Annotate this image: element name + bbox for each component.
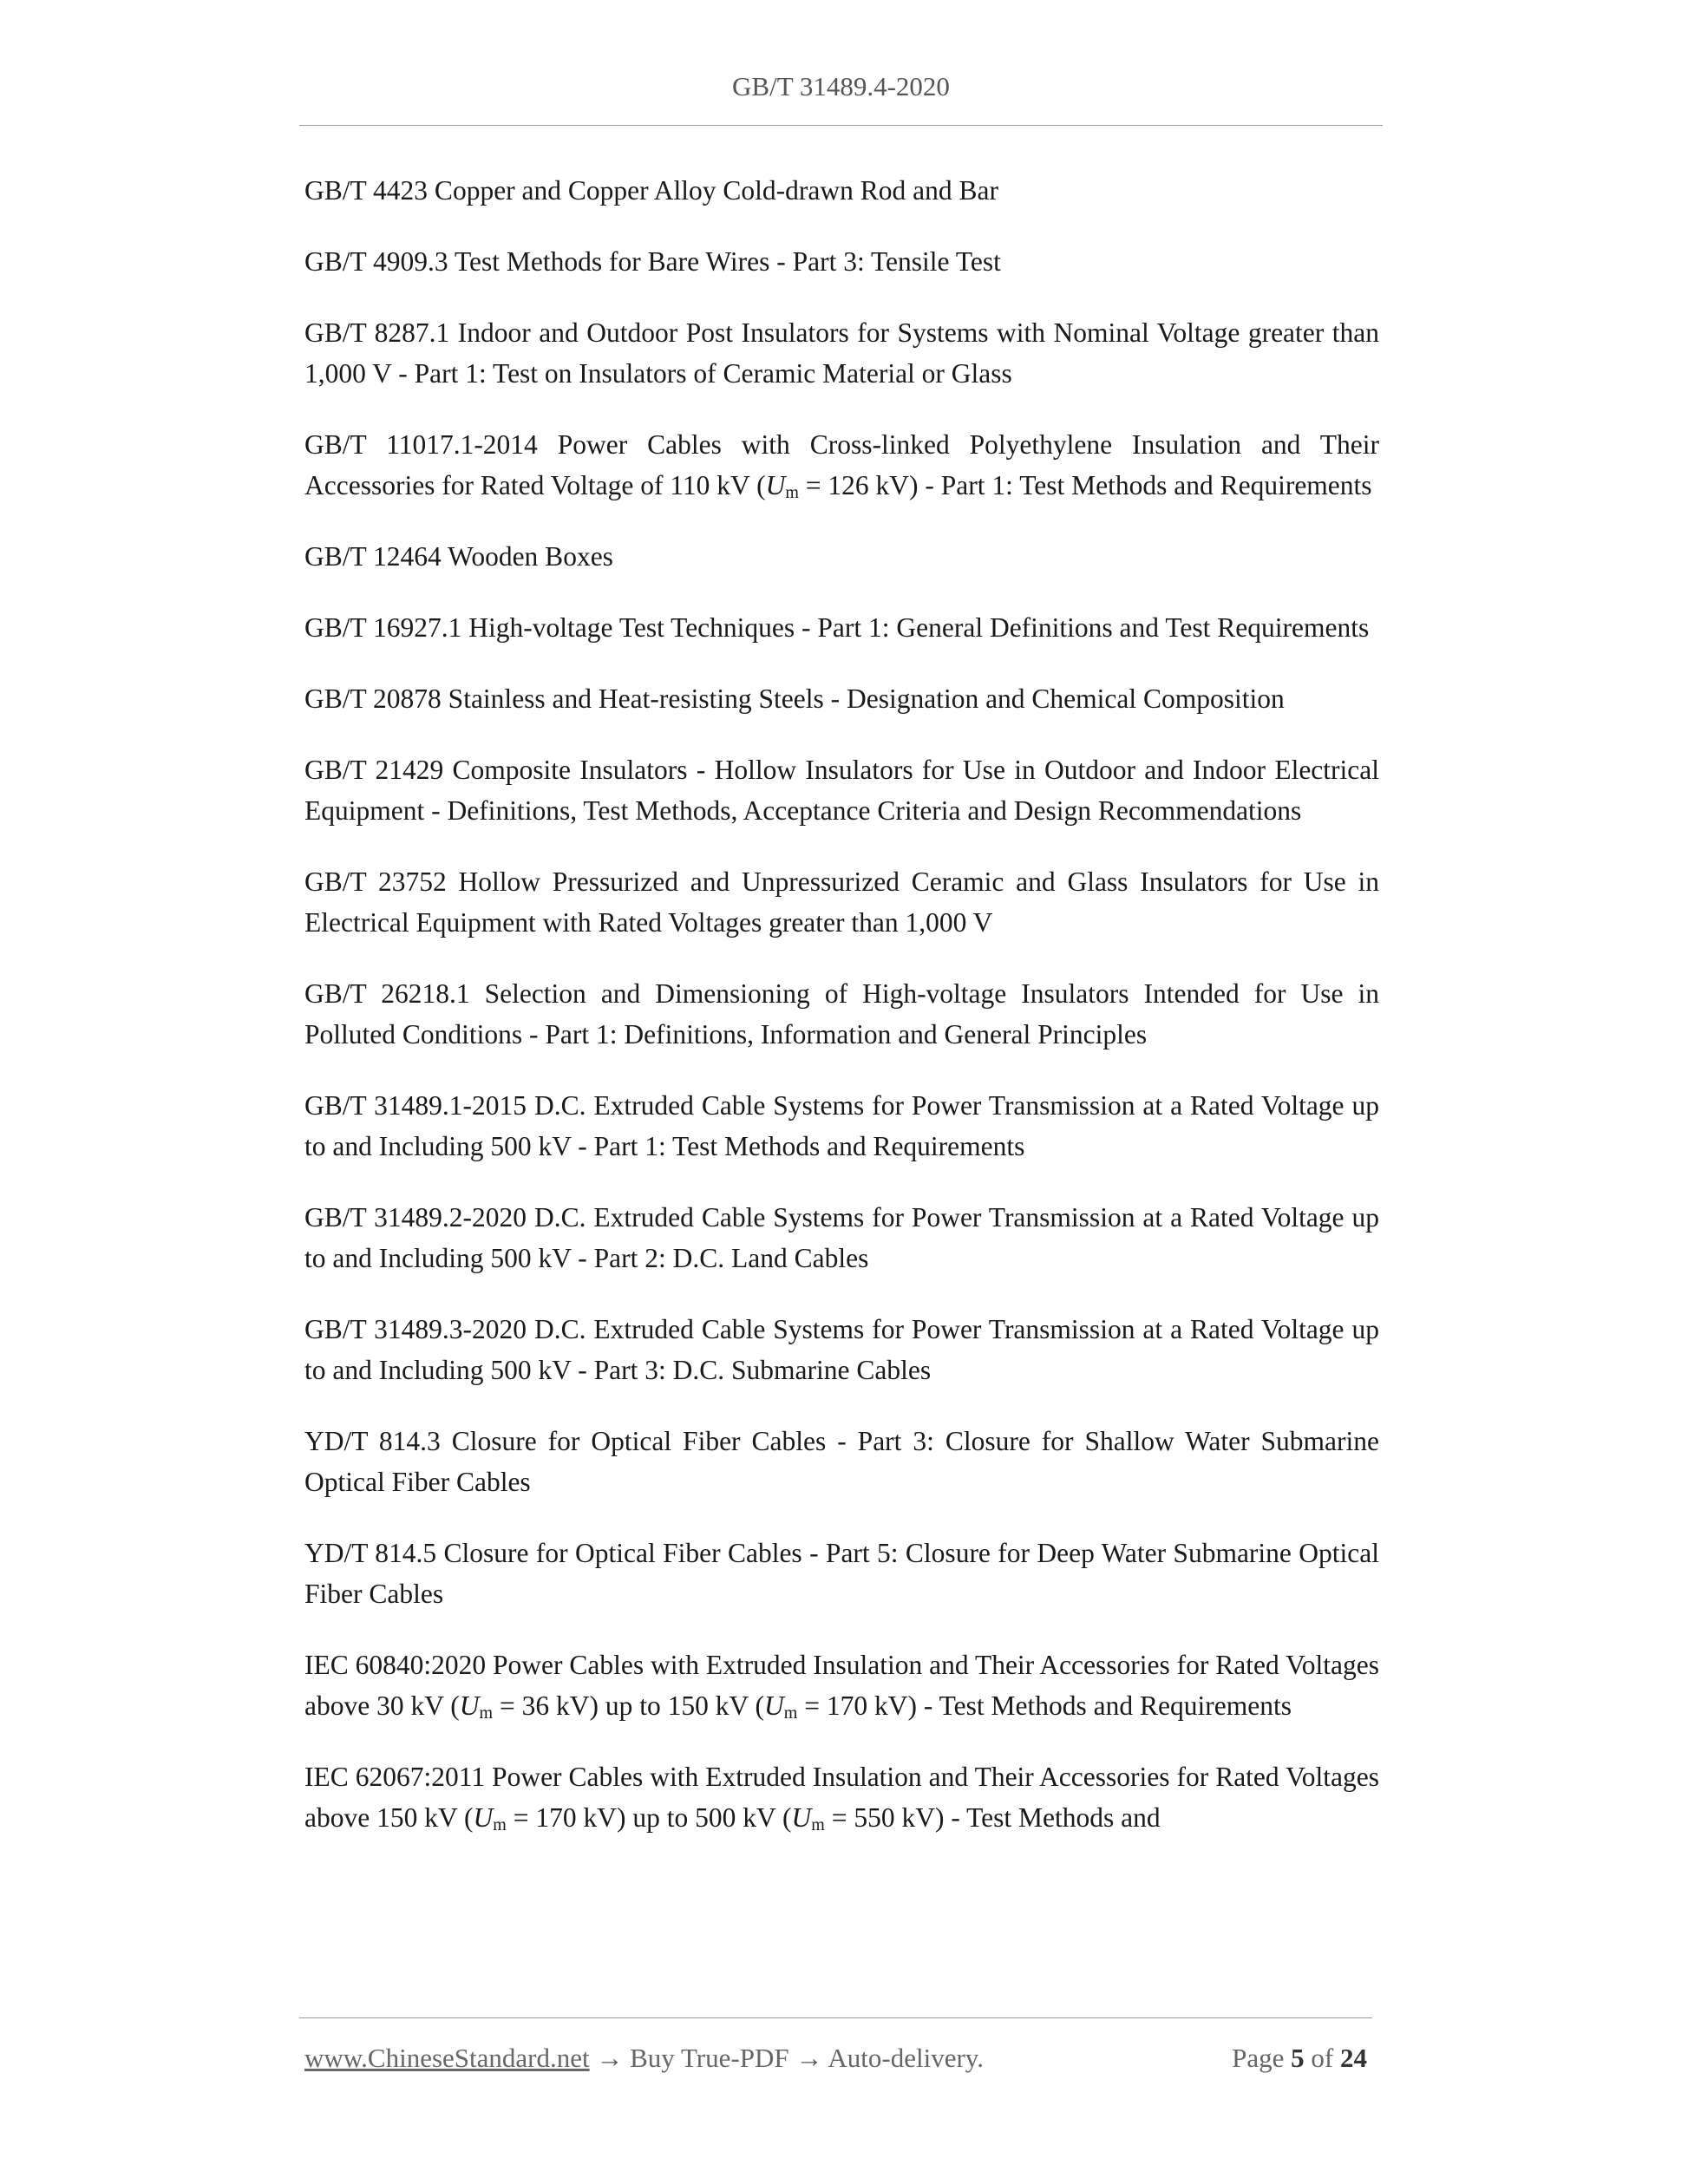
voltage-subscript: m — [783, 1703, 798, 1723]
of-word: of — [1311, 2043, 1334, 2073]
reference-text: GB/T 11017.1-2014 Power Cables with Cross-linked Polyethylene Insulation and Their Accessories for Rated Voltage of 110 kV ( — [304, 429, 1379, 500]
voltage-symbol: U — [473, 1802, 494, 1833]
reference-text: = 36 kV) up to 150 kV ( — [493, 1690, 765, 1721]
reference-item: GB/T 20878 Stainless and Heat-resisting Steels - Designation and Chemical Composition — [304, 683, 1285, 714]
reference-item — [304, 1756, 1379, 1838]
voltage-subscript: m — [785, 483, 799, 502]
reference-item: GB/T 23752 Hollow Pressurized and Unpressurized Ceramic and Glass Insulators for Use in Electrical Equipment with Rated Voltages greater than 1,000 V — [304, 866, 1379, 938]
reference-item: YD/T 814.3 Closure for Optical Fiber Cables - Part 3: Closure for Shallow Water Submarine Optical Fiber Cables — [304, 1426, 1379, 1497]
normative-references-list — [304, 170, 1379, 1868]
voltage-subscript: m — [479, 1703, 494, 1723]
reference-text: IEC 60840:2020 Power Cables with Extruded Insulation and Their Accessories for Rated Voltages above 30 kV ( — [304, 1650, 1379, 1721]
reference-text: = 170 kV) up to 500 kV ( — [506, 1802, 792, 1833]
page-word: Page — [1232, 2043, 1285, 2073]
arrow-right-icon: → — [596, 2043, 624, 2073]
reference-item: GB/T 12464 Wooden Boxes — [304, 541, 613, 572]
footer-promo — [304, 2039, 984, 2077]
reference-text: IEC 62067:2011 Power Cables with Extruded Insulation and Their Accessories for Rated Voltages above 150 kV ( — [304, 1762, 1379, 1833]
page-indicator — [1232, 2039, 1367, 2077]
reference-item: GB/T 16927.1 High-voltage Test Techniques - Part 1: General Definitions and Test Requirements — [304, 612, 1370, 643]
arrow-right-icon: → — [795, 2043, 823, 2073]
reference-item — [304, 1645, 1379, 1726]
reference-item: GB/T 4423 Copper and Copper Alloy Cold-drawn Rod and Bar — [304, 175, 998, 206]
current-page-number: 5 — [1291, 2043, 1305, 2073]
reference-item: GB/T 31489.3-2020 D.C. Extruded Cable Systems for Power Transmission at a Rated Voltage up to and Including 500 kV - Part 3: D.C. Submarine Cables — [304, 1314, 1379, 1385]
reference-item: GB/T 8287.1 Indoor and Outdoor Post Insulators for Systems with Nominal Voltage greater than 1,000 V - Part 1: Test on Insulators of Ceramic Material or Glass — [304, 317, 1379, 389]
document-code: GB/T 31489.4-2020 — [732, 71, 950, 101]
reference-item: GB/T 26218.1 Selection and Dimensioning of High-voltage Insulators Intended for Use in Polluted Conditions - Part 1: Definitions, Information and General Principles — [304, 978, 1379, 1049]
voltage-subscript: m — [493, 1815, 507, 1834]
website-link[interactable]: www.ChineseStandard.net — [304, 2043, 590, 2073]
voltage-symbol: U — [765, 470, 786, 500]
page-header — [299, 66, 1383, 126]
reference-item: GB/T 21429 Composite Insulators - Hollow Insulators for Use in Outdoor and Indoor Electrical Equipment - Definitions, Test Methods, Acceptance Criteria and Design Recommendations — [304, 755, 1379, 826]
voltage-subscript: m — [811, 1815, 825, 1834]
total-pages-number: 24 — [1340, 2043, 1367, 2073]
buy-text: Buy True-PDF — [623, 2043, 796, 2073]
voltage-symbol: U — [764, 1690, 784, 1721]
reference-item: GB/T 4909.3 Test Methods for Bare Wires - Part 3: Tensile Test — [304, 246, 1001, 277]
voltage-symbol: U — [459, 1690, 480, 1721]
reference-item: GB/T 31489.1-2015 D.C. Extruded Cable Systems for Power Transmission at a Rated Voltage up to and Including 500 kV - Part 1: Test Methods and Requirements — [304, 1090, 1379, 1161]
page-footer — [299, 2017, 1372, 2088]
reference-item: YD/T 814.5 Closure for Optical Fiber Cables - Part 5: Closure for Deep Water Submarine Optical Fiber Cables — [304, 1538, 1379, 1609]
reference-item: GB/T 31489.2-2020 D.C. Extruded Cable Systems for Power Transmission at a Rated Voltage up to and Including 500 kV - Part 2: D.C. Land Cables — [304, 1202, 1379, 1273]
reference-text: = 550 kV) - Test Methods and — [824, 1802, 1161, 1833]
delivery-text: Auto-delivery. — [822, 2043, 985, 2073]
voltage-symbol: U — [791, 1802, 812, 1833]
reference-text: = 170 kV) - Test Methods and Requirements — [797, 1690, 1292, 1721]
reference-item — [304, 424, 1379, 506]
reference-text: = 126 kV) - Part 1: Test Methods and Requirements — [798, 470, 1372, 500]
